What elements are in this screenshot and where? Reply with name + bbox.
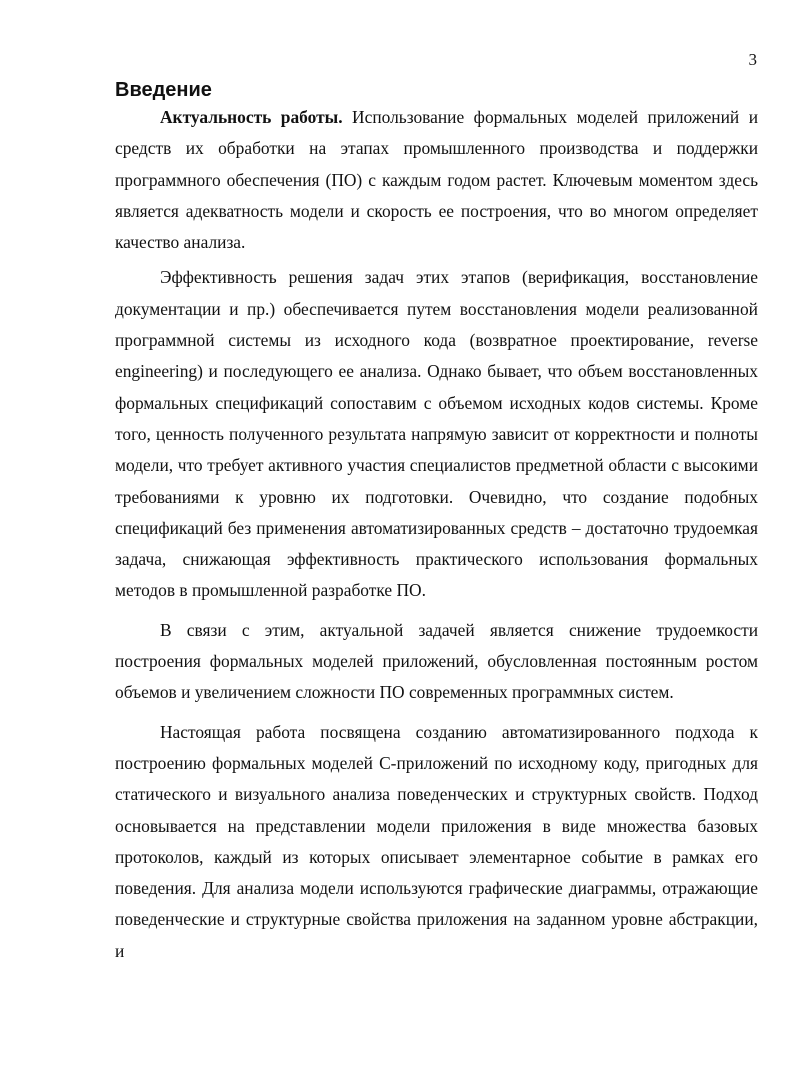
paragraph-task: В связи с этим, актуальной задачей является снижение трудоемкости построения формальных моделей приложений, обусловленная постоянным ростом объемов и увеличением сложности ПО современных программных систем.	[115, 619, 758, 703]
section-heading: Введение	[115, 79, 212, 101]
paragraph-efficiency: Эффективность решения задач этих этапов (верификация, восстановление документации и пр.) обеспечивается путем восстановления модели реализованной программной системы из исходного кода (возвратное проектирование, reverse engineering) и последующего ее анализа. Однако бывает, что объем восстановленных формальных спецификаций сопоставим с объемом исходных кодов системы. Кроме того, ценность полученного результата напрямую зависит от корректности и полноты модели, что требует активного участия специалистов предметной области с высокими требованиями к уровню их подготовки. Очевидно, что создание подобных спецификаций без применения автоматизированных средств – достаточно трудоемкая задача, снижающая эффективность практического использования формальных методов в промышленной разработке ПО.	[115, 267, 758, 601]
body-text	[115, 102, 758, 967]
paragraph-relevance	[115, 102, 758, 258]
paragraph-lead: Актуальность работы.	[160, 107, 343, 127]
paragraph-text: Использование формальных моделей приложений и средств их обработки на этапах промышленного производства и поддержки программного обеспечения (ПО) с каждым годом растет. Ключевым моментом здесь является адекватность модели и скорость ее построения, что во многом определяет качество анализа.	[115, 107, 758, 253]
page-number: 3	[748, 50, 757, 69]
paragraph-purpose: Настоящая работа посвящена созданию автоматизированного подхода к построению формальных моделей C-приложений по исходному коду, пригодных для статического и визуального анализа поведенческих и структурных свойств. Подход основывается на представлении модели приложения в виде множества базовых протоколов, каждый из которых описывает элементарное событие в рамках его поведения. Для анализа модели используются графические диаграммы, отражающие поведенческие и структурные свойства приложения на заданном уровне абстракции, и	[115, 721, 758, 961]
